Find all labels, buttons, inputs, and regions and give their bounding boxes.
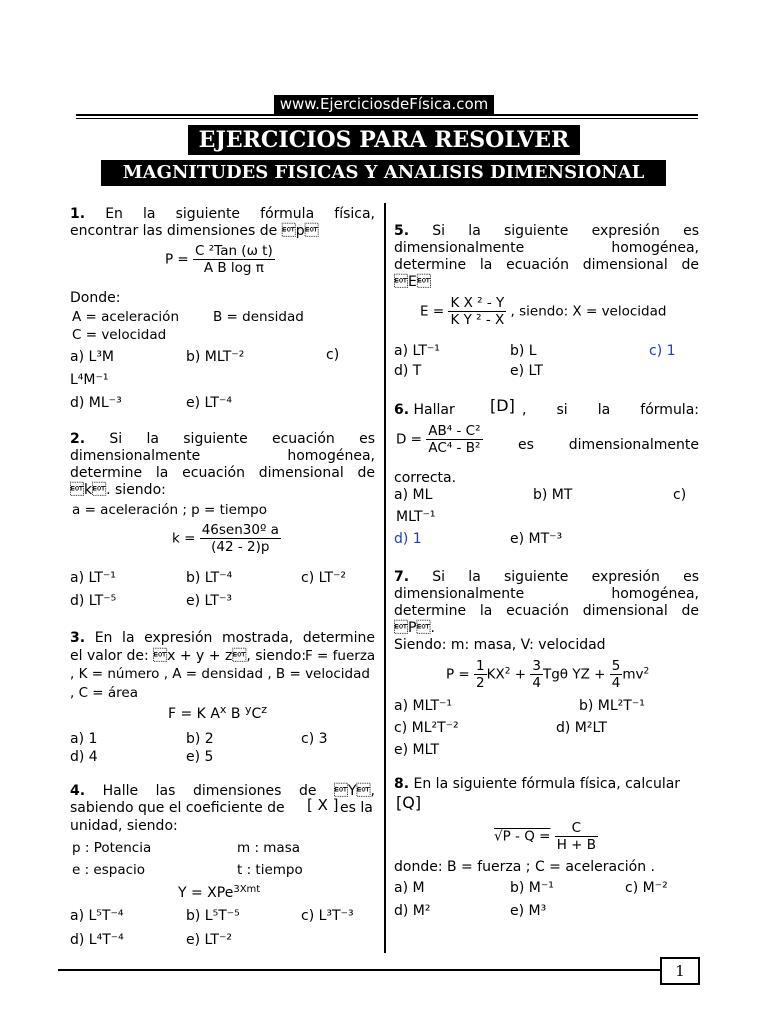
q6-option-d: d) 1: [394, 531, 422, 547]
q1-number: 1.: [70, 206, 86, 222]
q8-option-e: e) M³: [510, 903, 547, 919]
q5-option-b: b) L: [510, 343, 537, 359]
q3-option-b: b) 2: [186, 731, 214, 747]
q3-option-e: e) 5: [186, 749, 214, 765]
q5-statement-line2: dimensionalmente homogénea,: [394, 240, 699, 256]
column-divider: [384, 203, 386, 953]
q3-def-f: F = fuerza: [305, 648, 376, 664]
q8-option-c: c) M⁻²: [625, 880, 668, 896]
q8-formula: √P - Q = $\frac{C}{H + B}$: [494, 820, 597, 853]
q1-option-c-value: L⁴M⁻¹: [70, 372, 109, 388]
q6-formula: D = $\frac{\text{AB⁴ - C²}}{\text{AC⁴ - B²}}$: [396, 423, 481, 456]
page-subtitle: MAGNITUDES FISICAS Y ANALISIS DIMENSIONAL: [101, 160, 666, 186]
page-number: 1: [660, 957, 700, 985]
q2-statement-line4: k. siendo:: [70, 482, 166, 498]
q4-statement-line1: 4. Halle las dimensiones de Y,: [70, 783, 376, 799]
q6-statement-tail: es dimensionalmente: [518, 437, 699, 453]
q4-statement-line2: sabiendo que el coeficiente de: [70, 800, 285, 816]
q5-number: 5.: [394, 223, 410, 239]
q1-option-c: c): [326, 347, 340, 363]
q4-option-d: d) L⁴T⁻⁴: [70, 932, 124, 948]
q8-option-d: d) M²: [394, 903, 431, 919]
q5-option-d: d) T: [394, 363, 422, 379]
q6-statement-line1: 6. Hallar: [394, 402, 455, 418]
q6-bracket-d: [D]: [490, 396, 515, 415]
q1-option-e: e) LT⁻⁴: [186, 395, 232, 411]
q4-option-b: b) L⁵T⁻⁵: [186, 908, 240, 924]
q1-def-b: B = densidad: [213, 309, 304, 325]
q1-option-a: a) L³M: [70, 349, 114, 365]
q3-statement-line1: 3. En la expresión mostrada, determine: [70, 630, 376, 646]
q4-statement-line3: unidad, siendo:: [70, 818, 178, 834]
q7-option-a: a) MLT⁻¹: [394, 698, 452, 714]
q2-statement-line2: dimensionalmente homogénea,: [70, 448, 375, 464]
q7-number: 7.: [394, 569, 410, 585]
q2-statement-line1: 2. Si la siguiente ecuación es: [70, 431, 376, 447]
website-url: www.EjerciciosdeFísica.com: [274, 95, 495, 114]
q5-option-c: c) 1: [649, 343, 676, 359]
q2-option-e: e) LT⁻³: [186, 593, 232, 609]
q1-donde: Donde:: [70, 290, 121, 306]
q8-option-b: b) M⁻¹: [510, 880, 554, 896]
q7-statement-line4: P.: [394, 620, 435, 636]
header-rule: [76, 114, 698, 116]
q8-statement-line1: 8. En la siguiente fórmula física, calcular: [394, 776, 681, 792]
q5-option-e: e) LT: [510, 363, 543, 379]
q6-option-c-value: MLT⁻¹: [396, 509, 436, 525]
q4-def-e: e : espacio: [72, 862, 146, 878]
q7-statement-line5: Siendo: m: masa, V: velocidad: [394, 637, 606, 653]
q7-statement-line3: determine la ecuación dimensional de: [394, 603, 699, 619]
q1-def-c: C = velocidad: [72, 327, 167, 343]
q4-option-e: e) LT⁻²: [186, 932, 232, 948]
q6-option-e: e) MT⁻³: [510, 531, 563, 547]
q6-statement-line1c: , si la fórmula:: [522, 402, 699, 418]
q2-option-b: b) LT⁻⁴: [186, 570, 233, 586]
q2-defs: a = aceleración ; p = tiempo: [72, 502, 267, 518]
q5-formula: E = $\frac{\text{K X ² - Y}}{\text{K Y ² - X}}$ , siendo: X = velocidad: [420, 295, 667, 328]
q3-statement-line2: el valor de: x + y + z, siendo:: [70, 648, 307, 664]
q8-option-a: a) M: [394, 880, 425, 896]
q3-formula: F = K $A^x$ B $^yC^z$: [168, 703, 268, 722]
q4-def-m: m : masa: [237, 840, 301, 856]
q8-number: 8.: [394, 776, 410, 792]
q5-statement-line3: determine la ecuación dimensional de: [394, 257, 699, 273]
q1-statement-line1: 1. En la siguiente fórmula física,: [70, 206, 375, 222]
q4-option-a: a) L⁵T⁻⁴: [70, 908, 124, 924]
q2-option-a: a) LT⁻¹: [70, 570, 116, 586]
q2-statement-line3: determine la ecuación dimensional de: [70, 465, 375, 481]
q1-def-a: A = aceleración: [72, 309, 179, 325]
q2-number: 2.: [70, 431, 86, 447]
q5-statement-line1: 5. Si la siguiente expresión es: [394, 223, 699, 239]
q4-formula: Y = XPe$^{3Xmt}$: [178, 884, 261, 901]
q4-def-p: p : Potencia: [72, 840, 152, 856]
q7-formula: P = $\frac{1}{2}$ $KX^2$ + $\frac{3}{4}$ Tgθ YZ + $\frac{5}{4}$ $mv^2$: [446, 658, 650, 691]
q3-def-c: , C = área: [70, 685, 139, 701]
q3-defs: , K = número , A = densidad , B = velocidad: [70, 666, 370, 682]
q4-number: 4.: [70, 783, 86, 799]
q4-statement-line2b: es la: [340, 800, 373, 816]
header-rule-thin: [76, 118, 698, 119]
q3-option-d: d) 4: [70, 749, 98, 765]
q6-number: 6.: [394, 402, 410, 418]
q3-number: 3.: [70, 630, 86, 646]
footer-rule: [58, 969, 668, 971]
q2-formula: k = $\frac{\text{46sen30º a}}{(42 - 2)p}$: [172, 522, 279, 555]
q7-option-d: d) M²LT: [556, 720, 607, 736]
q1-option-d: d) ML⁻³: [70, 395, 122, 411]
q8-donde: donde: B = fuerza ; C = aceleración .: [394, 859, 656, 875]
q4-def-t: t : tiempo: [237, 862, 303, 878]
q4-option-c: c) L³T⁻³: [301, 908, 354, 924]
q1-formula: P = $\frac{\text{C ²Tan (ω t)}}{\text{A B log π}}$: [165, 243, 273, 276]
page-title: EJERCICIOS PARA RESOLVER: [188, 125, 580, 155]
q7-statement-line2: dimensionalmente homogénea,: [394, 586, 699, 602]
q6-statement-line3: correcta.: [394, 470, 457, 486]
q1-option-b: b) MLT⁻²: [186, 349, 245, 365]
q2-option-c: c) LT⁻²: [301, 570, 347, 586]
q5-option-a: a) LT⁻¹: [394, 343, 440, 359]
q3-option-c: c) 3: [301, 731, 328, 747]
q7-statement-line1: 7. Si la siguiente expresión es: [394, 569, 699, 585]
website-banner: [0, 95, 768, 113]
q2-option-d: d) LT⁻⁵: [70, 593, 117, 609]
q4-bracket-x: [ X ]: [307, 796, 339, 814]
q3-option-a: a) 1: [70, 731, 98, 747]
q5-statement-line4: E: [394, 274, 431, 290]
q1-statement-line2: encontrar las dimensiones de p: [70, 223, 319, 239]
q6-option-a: a) ML: [394, 487, 433, 503]
q8-bracket-q: [Q]: [396, 793, 422, 812]
q7-option-c: c) ML²T⁻²: [394, 720, 459, 736]
q7-option-e: e) MLT: [394, 742, 440, 758]
q6-option-c: c): [673, 487, 687, 503]
q7-option-b: b) ML²T⁻¹: [579, 698, 645, 714]
q6-option-b: b) MT: [533, 487, 573, 503]
